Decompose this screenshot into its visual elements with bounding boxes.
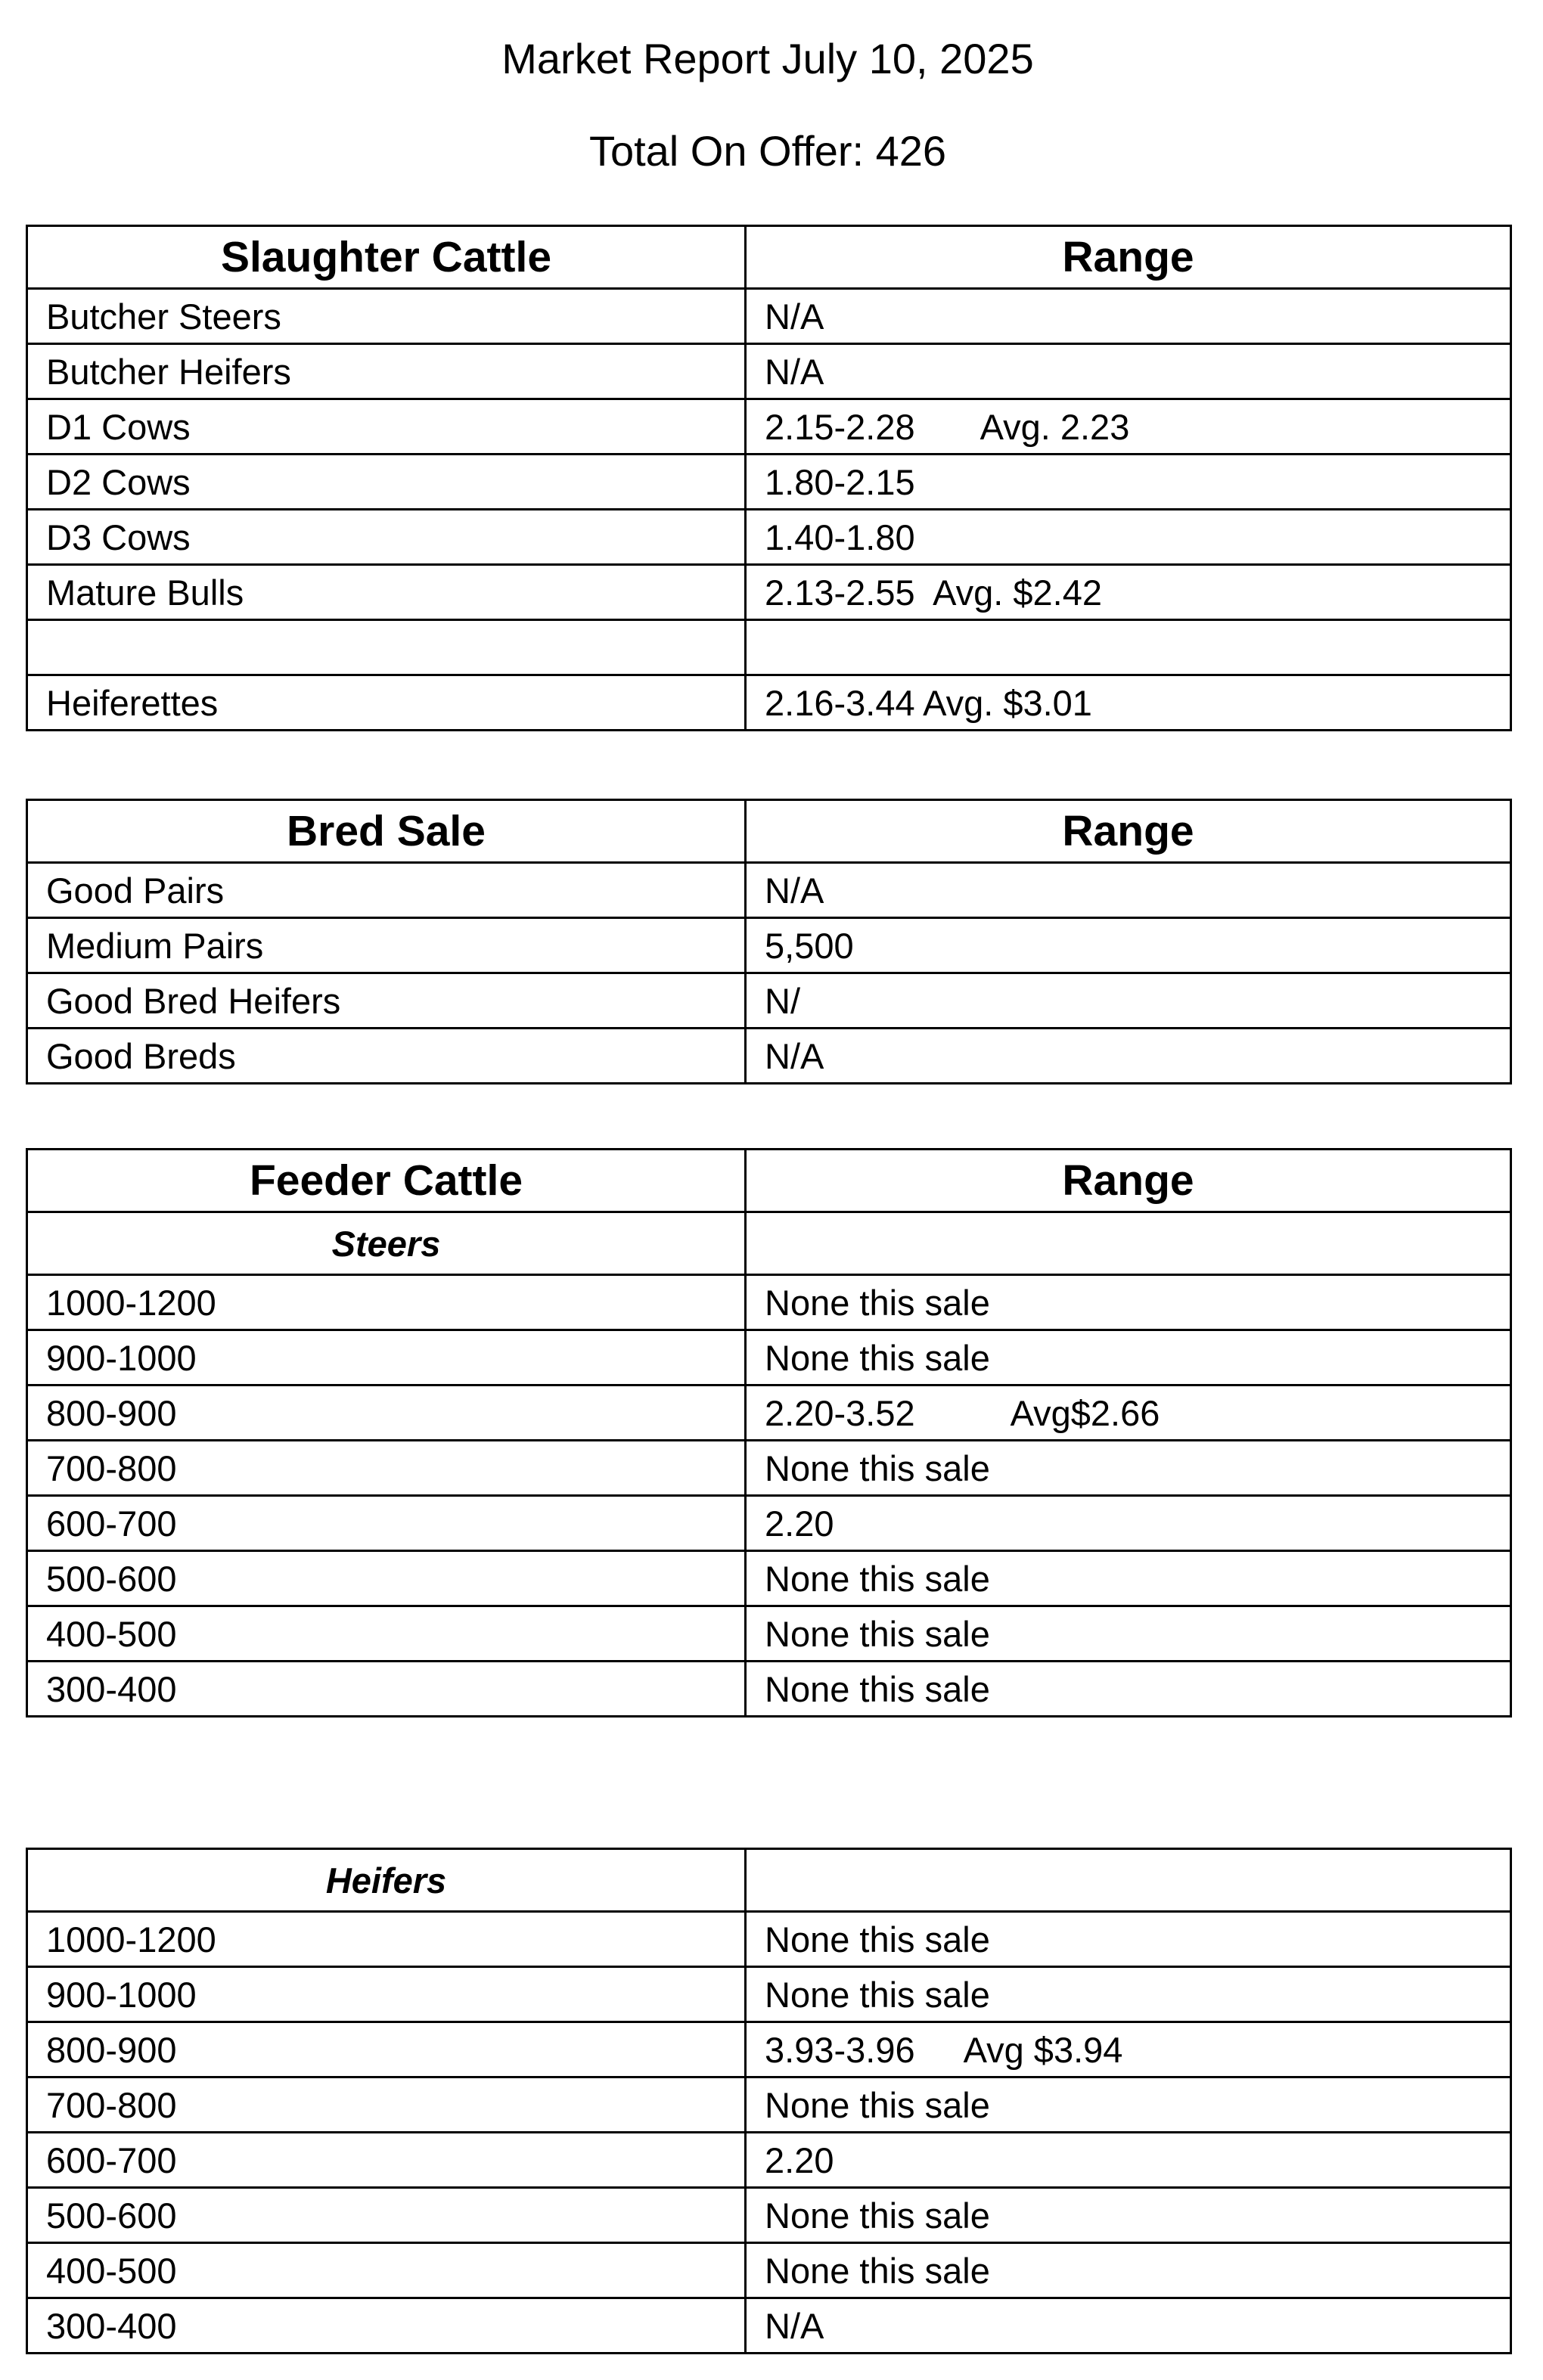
table-row (27, 1330, 1511, 1385)
row-range (746, 1967, 1511, 2022)
range-value: 3.93-3.96 (765, 2029, 915, 2070)
empty-cell (746, 1212, 1511, 1275)
row-range (746, 2243, 1511, 2298)
row-label: 600-700 (27, 2133, 746, 2188)
row-range (746, 2133, 1511, 2188)
row-label: 600-700 (27, 1496, 746, 1551)
row-range (746, 1912, 1511, 1967)
table-row (27, 863, 1511, 918)
row-label: Heiferettes (27, 675, 746, 731)
row-label: 1000-1200 (27, 1912, 746, 1967)
row-label: 500-600 (27, 2188, 746, 2243)
range-value: None this sale (765, 2084, 990, 2125)
avg-value: Avg$2.66 (1010, 1392, 1160, 1433)
row-label: 800-900 (27, 1385, 746, 1441)
range-value: 2.20 (765, 2140, 834, 2180)
row-label: 900-1000 (27, 1967, 746, 2022)
row-range (746, 1275, 1511, 1330)
row-label: 900-1000 (27, 1330, 746, 1385)
row-label: Mature Bulls (27, 565, 746, 620)
row-range: N/A (746, 1029, 1511, 1084)
slaughter-cattle-table (26, 225, 1512, 731)
table-row (27, 289, 1511, 344)
row-range (746, 620, 1511, 675)
range-value: None this sale (765, 1337, 990, 1378)
row-range (746, 1330, 1511, 1385)
bred-header: Bred Sale (27, 800, 746, 863)
row-range: N/ (746, 973, 1511, 1029)
row-label: 1000-1200 (27, 1275, 746, 1330)
total-on-offer: Total On Offer: 426 (588, 127, 947, 175)
row-range: 5,500 (746, 918, 1511, 973)
range-value: 2.16-3.44 Avg. $3.01 (765, 682, 1092, 723)
table-row (27, 1029, 1511, 1084)
row-range (746, 1496, 1511, 1551)
table-row (27, 973, 1511, 1029)
table-row (27, 675, 1511, 731)
row-label: D3 Cows (27, 510, 746, 565)
table-row (27, 2022, 1511, 2077)
steers-subheader: Steers (27, 1212, 746, 1275)
empty-cell (746, 1849, 1511, 1912)
table-row (27, 1275, 1511, 1330)
row-label: Medium Pairs (27, 918, 746, 973)
table-row (27, 1912, 1511, 1967)
range-value: None this sale (765, 1448, 990, 1488)
row-label: D1 Cows (27, 399, 746, 455)
table-row (27, 2298, 1511, 2354)
row-label: 800-900 (27, 2022, 746, 2077)
row-range (746, 399, 1511, 455)
range-value: 2.20 (765, 1503, 834, 1544)
range-value: None this sale (765, 1974, 990, 2015)
range-value: None this sale (765, 2250, 990, 2291)
range-value: N/A (765, 296, 824, 337)
table-subheader-row (27, 1212, 1511, 1275)
table-row (27, 1385, 1511, 1441)
row-range (746, 344, 1511, 399)
range-value: None this sale (765, 1919, 990, 1960)
table-row (27, 2188, 1511, 2243)
table-row (27, 344, 1511, 399)
feeder-range-header: Range (746, 1150, 1511, 1212)
range-value: N/A (765, 351, 824, 392)
table-row (27, 1606, 1511, 1662)
range-value: N/A (765, 2305, 824, 2346)
table-row (27, 399, 1511, 455)
avg-value: Avg. 2.23 (980, 406, 1130, 447)
row-range (746, 1385, 1511, 1441)
row-label: D2 Cows (27, 455, 746, 510)
range-value: 2.13-2.55 Avg. $2.42 (765, 572, 1102, 613)
row-range (746, 565, 1511, 620)
range-value: None this sale (765, 1282, 990, 1323)
table-row (27, 2133, 1511, 2188)
range-value: 1.80-2.15 (765, 461, 915, 502)
feeder-steers-table (26, 1148, 1512, 1718)
table-row (27, 2243, 1511, 2298)
table-row (27, 510, 1511, 565)
table-row (27, 1551, 1511, 1606)
feeder-heifers-table (26, 1848, 1512, 2354)
range-value: None this sale (765, 2195, 990, 2236)
row-range (746, 2022, 1511, 2077)
slaughter-header: Slaughter Cattle (27, 226, 746, 289)
row-range (746, 2188, 1511, 2243)
row-label: 300-400 (27, 1662, 746, 1717)
row-label: Good Bred Heifers (27, 973, 746, 1029)
table-subheader-row (27, 1849, 1511, 1912)
row-range (746, 455, 1511, 510)
table-row (27, 565, 1511, 620)
bred-range-header: Range (746, 800, 1511, 863)
report-title: Market Report July 10, 2025 (501, 35, 1034, 82)
row-label: Butcher Steers (27, 289, 746, 344)
row-range (746, 675, 1511, 731)
range-value: 2.15-2.28 (765, 406, 915, 447)
table-row (27, 2077, 1511, 2133)
range-value: None this sale (765, 1668, 990, 1709)
range-value: 1.40-1.80 (765, 517, 915, 557)
row-range (746, 2077, 1511, 2133)
range-value: 2.20-3.52 (765, 1392, 915, 1433)
row-range (746, 1441, 1511, 1496)
row-range (746, 2298, 1511, 2354)
range-value: None this sale (765, 1613, 990, 1654)
table-row (27, 1441, 1511, 1496)
row-label: Good Pairs (27, 863, 746, 918)
avg-value: Avg $3.94 (963, 2029, 1123, 2070)
heifers-subheader: Heifers (27, 1849, 746, 1912)
row-label: 500-600 (27, 1551, 746, 1606)
bred-sale-table (26, 799, 1512, 1084)
table-row (27, 1662, 1511, 1717)
row-range: N/A (746, 863, 1511, 918)
row-label: 400-500 (27, 1606, 746, 1662)
row-range (746, 1606, 1511, 1662)
row-label: 700-800 (27, 2077, 746, 2133)
table-row (27, 455, 1511, 510)
table-row (27, 620, 1511, 675)
row-label: Butcher Heifers (27, 344, 746, 399)
feeder-header: Feeder Cattle (27, 1150, 746, 1212)
row-label: 700-800 (27, 1441, 746, 1496)
row-label: Good Breds (27, 1029, 746, 1084)
row-label: 400-500 (27, 2243, 746, 2298)
range-value: None this sale (765, 1558, 990, 1599)
table-header-row (27, 1150, 1511, 1212)
row-range (746, 510, 1511, 565)
row-label: 300-400 (27, 2298, 746, 2354)
slaughter-range-header: Range (746, 226, 1511, 289)
table-row (27, 1496, 1511, 1551)
row-label (27, 620, 746, 675)
table-row (27, 1967, 1511, 2022)
row-range (746, 289, 1511, 344)
row-range (746, 1662, 1511, 1717)
table-header-row (27, 800, 1511, 863)
table-row (27, 918, 1511, 973)
row-range (746, 1551, 1511, 1606)
table-header-row (27, 226, 1511, 289)
